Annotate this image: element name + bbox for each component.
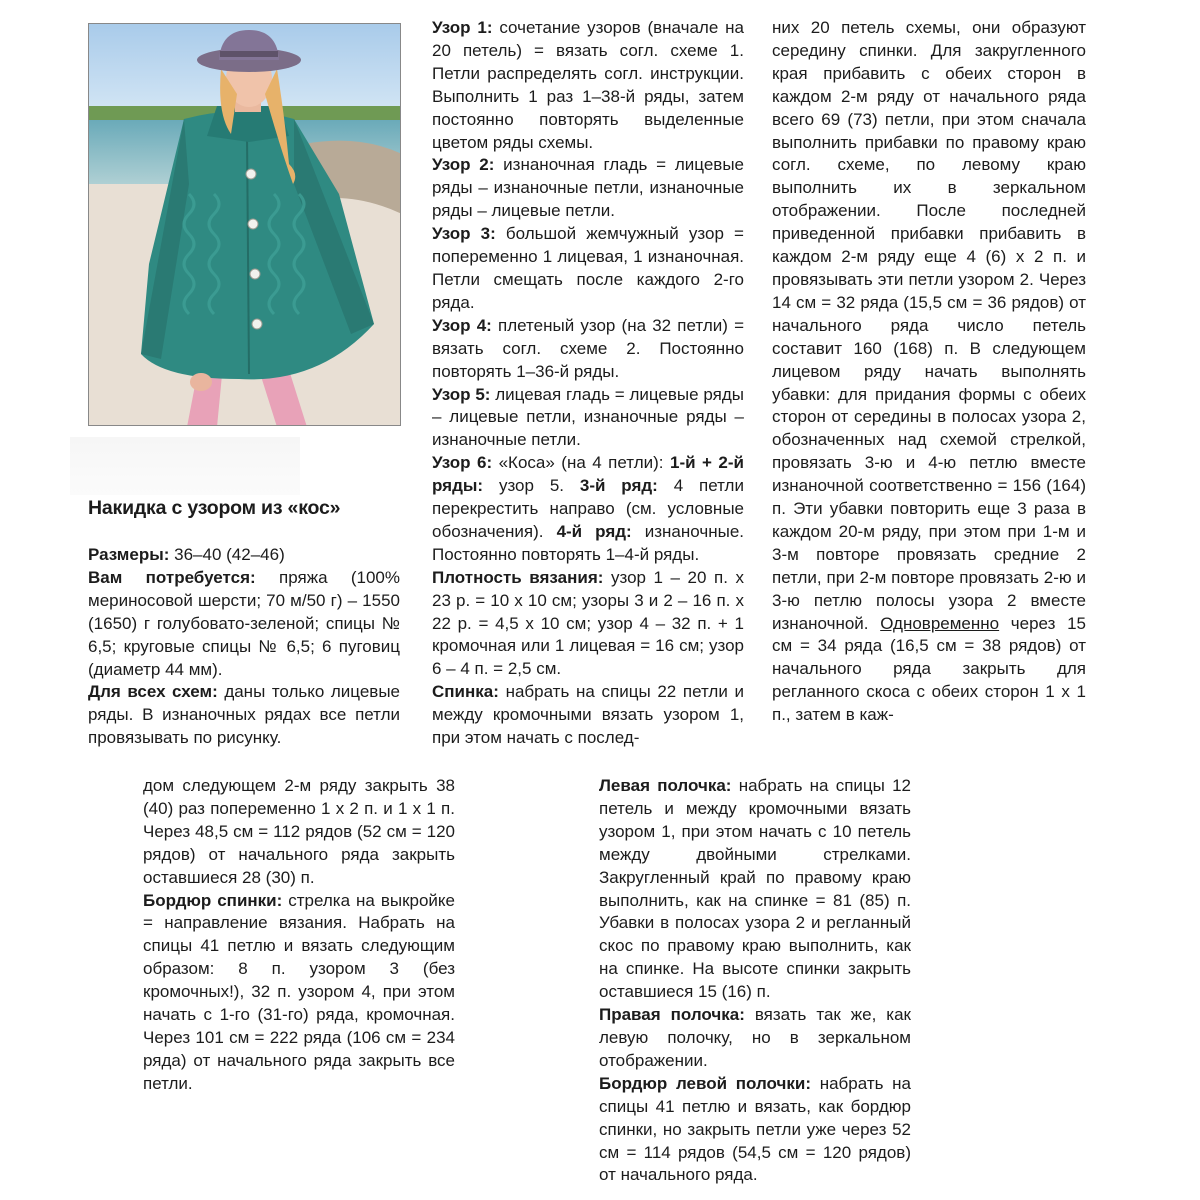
pattern-6-label-d: 4-й ряд: — [556, 521, 632, 541]
gauge-text: узор 1 – 20 п. х 23 р. = 10 х 10 см; узоры 3 и 2 – 16 п. х 22 р. = 4,5 х 10 см; узор 4 – 32 п. + 1 кромочная или 1 лицевая = 16 см; узор 6 – 4 п. = 2,5 см. — [432, 567, 744, 679]
materials-value: пряжа (100% мериносовой шерсти; 70 м/50 г) – 1550 (1650) г голубовато-зеленой; спицы № 6,5; круговые спицы № 6,5; 6 пуговиц (диаметр 44 мм). — [88, 567, 400, 679]
pattern-2-label: Узор 2: — [432, 155, 495, 175]
left-front-text: набрать на спицы 12 петель и между кромочными вязать узором 1, при этом начать с 10 петель между двойными стрелками. Закругленный край по правому краю выполнить, как на спинке = 81 (85) п. Убавки в полосах узора 2 и регланный скос по правому краю выполнить, как на спинке. На высоте спинки закрыть оставшиеся 15 (16) п. — [599, 776, 911, 1002]
back-border-paragraph — [143, 890, 455, 1096]
pattern-6-label: Узор 6: — [432, 453, 493, 473]
pattern-5 — [432, 384, 744, 453]
pattern-5-text: лицевая гладь = лицевые ряды – лицевые петли, изнаночные ряды – изнаночные петли. — [432, 384, 744, 450]
photo-illustration — [89, 24, 401, 426]
back-text: набрать на спицы 22 петли и между кромочными вязать узором 1, при этом начать с послед- — [432, 682, 744, 748]
back-border-text: стрелка на выкройке = направление вязания. Набрать на спицы 41 петлю и вязать следующим образом: 8 п. узором 3 (без кромочных!), 32 п. узором 4, при этом начать с 1-го (31-го) ряда, кромочная. Через 101 см = 222 ряда (106 см = 234 ряда) от начального ряда закрыть все петли. — [143, 890, 455, 1093]
left-front-paragraph — [599, 775, 911, 1004]
all-charts-value: даны только лицевые ряды. В изнаночных рядах все петли провязывать по рисунку. — [88, 682, 400, 748]
back-continued-text: них 20 петель схемы, они образуют середину спинки. Для закругленного края прибавить с обеих сторон в каждом 2-м ряду от начального ряда всего 69 (73) петли, при этом сначала выполнить прибавки по правому краю согл. схеме, по левому краю выполнить их в зеркальном отображении. После последней приведенной прибавки прибавить в каждом 2-м ряду еще 4 (6) х 2 п. и провязывать эти петли узором 2. Через 14 см = 32 ряда (15,5 см = 36 рядов) от начального ряда число петель составит 160 (168) п. В следующем лицевом ряду начать выполнять убавки: для придания формы с обеих сторон от середины в полосах узора 2, обозначенных над схемой стрелкой, провязать 3-ю и 4-ю петлю вместе изнаночной соответственно = 156 (164) п. Эти убавки повторить еще 3 раза в каждом 20-м ряду, при этом при 1-м и 3-м повторе провязать средние 2 петли, при 2-м повторе провязать 2-ю и 3-ю петлю полосы узора 2 вместе изнаночной. — [772, 18, 1086, 633]
gauge-paragraph — [432, 567, 744, 682]
pattern-3-label: Узор 3: — [432, 224, 496, 244]
hand — [190, 373, 212, 391]
pattern-1 — [432, 17, 744, 154]
pattern-6-label-b: 1-й + 2-й ряды: — [432, 453, 744, 496]
back-continued-paragraph — [772, 17, 1086, 727]
sizes-value: 36–40 (42–46) — [174, 545, 285, 564]
left-front-label: Левая полочка: — [599, 776, 732, 795]
column-fronts — [599, 775, 911, 1187]
pattern-5-label: Узор 5: — [432, 384, 491, 404]
raglan-text: через 15 см = 34 ряда (16,5 см = 38 рядов) от начального ряда закрыть для регланного скоса с обеих сторон 1 х 1 п., затем в каж- — [772, 613, 1086, 725]
pattern-1-text: сочетание узоров (вначале на 20 петель) = вязать согл. схеме 1. Петли распределять согл. инструкции. Выполнить 1 раз 1–38-й ряды, затем постоянно повторять выделенные цветом ряды схемы. — [432, 18, 744, 152]
pattern-6-label-c: 3-й ряд: — [579, 476, 658, 496]
sizes-label: Размеры: — [88, 545, 170, 564]
back-border-label: Бордюр спинки: — [143, 890, 283, 910]
pattern-2-text: изнаночная гладь = лицевые ряды – изнаночные петли, изнаночные ряды – лицевые петли. — [432, 155, 744, 221]
pattern-2 — [432, 154, 744, 223]
pattern-3 — [432, 223, 744, 315]
pattern-6 — [432, 452, 744, 567]
pattern-6-text-d: изнаночные. Постоянно повторять 1–4-й ряды. — [432, 521, 744, 564]
right-front-label: Правая полочка: — [599, 1005, 745, 1025]
sizes-paragraph — [88, 544, 400, 567]
pattern-6-text-a: «Коса» (на 4 петли): — [498, 453, 664, 473]
left-front-border-paragraph — [599, 1073, 911, 1188]
model-photo — [88, 23, 401, 426]
left-front-border-text: набрать на спицы 41 петлю и вязать, как бордюр спинки, но закрыть петли уже через 52 см = 114 рядов (54,5 см = 120 рядов) от начального ряда. — [599, 1073, 911, 1185]
left-front-border-label: Бордюр левой полочки: — [599, 1073, 811, 1093]
simultaneously-underlined: Одновременно — [880, 613, 1000, 633]
photo-caption-area — [70, 437, 300, 495]
article-title: Накидка с узором из «кос» — [88, 497, 341, 519]
all-charts-label: Для всех схем: — [88, 682, 218, 702]
intro-block — [88, 544, 400, 750]
pattern-6-text-c: 4 петли перекрестить направо (см. условные обозначения). — [432, 476, 744, 541]
pattern-4-text: плетеный узор (на 32 петли) = вязать согл. схеме 2. Постоянно повторять 1–36-й ряды. — [432, 315, 744, 381]
pattern-1-label: Узор 1: — [432, 18, 493, 37]
back-finish-paragraph: дом следующем 2-м ряду закрыть 38 (40) раз попеременно 1 х 2 п. и 1 х 1 п. Через 48,5 см = 112 рядов (52 см = 120 рядов) от начального ряда закрыть оставшиеся 28 (30) п. — [143, 776, 455, 887]
column-back-continued — [772, 17, 1086, 727]
right-front-text: вязать так же, как левую полочку, но в зеркальном отображении. — [599, 1005, 911, 1070]
materials-paragraph — [88, 567, 400, 682]
column-patterns — [432, 17, 744, 750]
pattern-6-text-b: узор 5. — [498, 476, 564, 496]
pattern-4 — [432, 315, 744, 384]
right-front-paragraph — [599, 1004, 911, 1073]
column-back-border — [143, 775, 455, 1096]
pattern-4-label: Узор 4: — [432, 315, 492, 335]
back-label: Спинка: — [432, 682, 499, 702]
materials-label: Вам потребуется: — [88, 567, 256, 587]
all-charts-paragraph — [88, 681, 400, 750]
back-paragraph — [432, 681, 744, 750]
pattern-3-text: большой жемчужный узор = попеременно 1 лицевая, 1 изнаночная. Петли смещать после каждого 2-го ряда. — [432, 224, 744, 312]
gauge-label: Плотность вязания: — [432, 567, 604, 587]
